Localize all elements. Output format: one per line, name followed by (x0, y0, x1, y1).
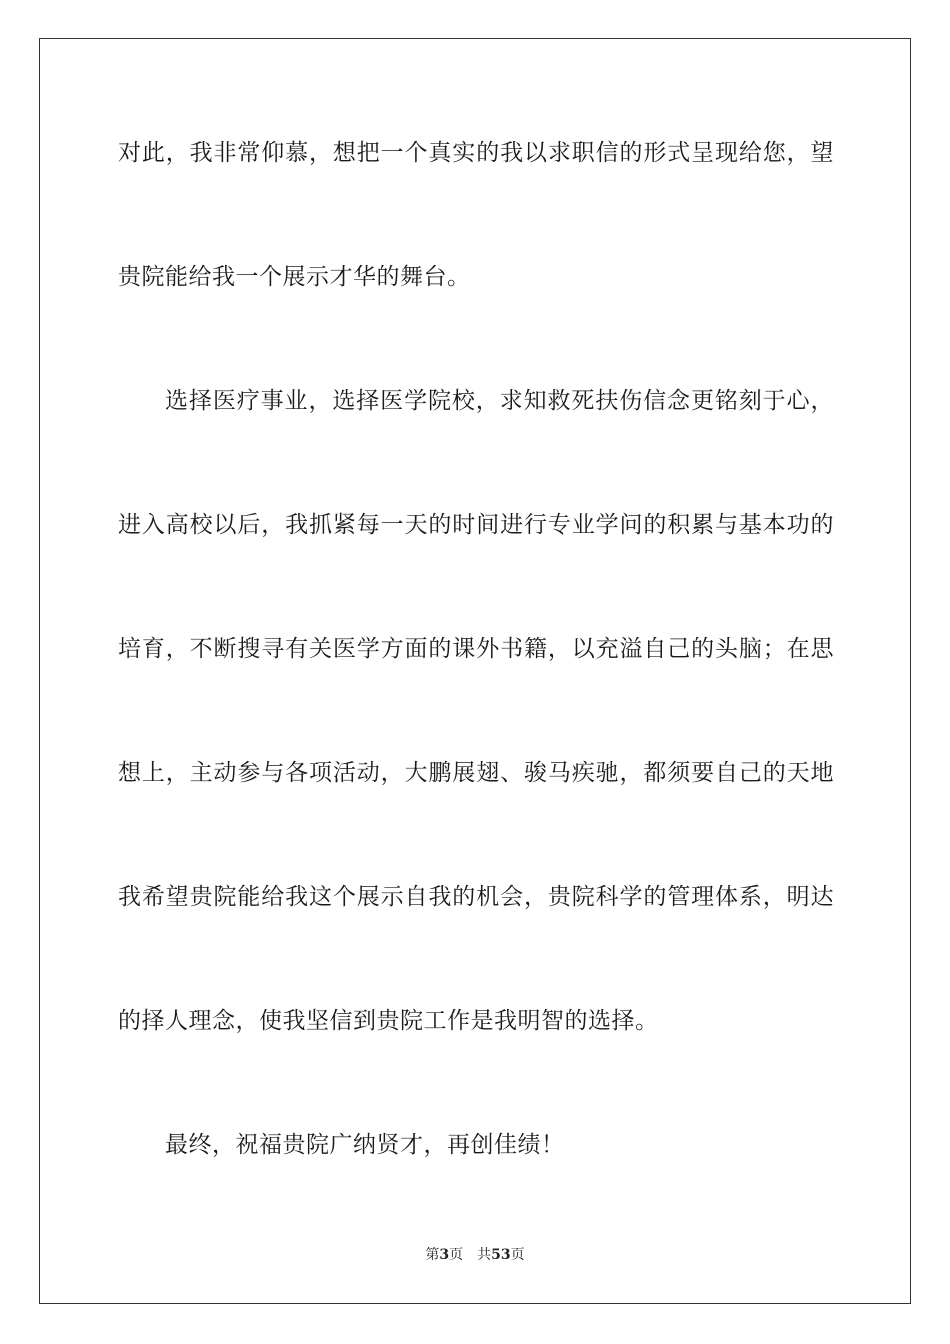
page-footer (0, 1246, 950, 1264)
page-border (39, 38, 911, 1304)
paragraph-line-3: 选择医疗事业，选择医学院校，求知救死扶伤信念更铭刻于心， (165, 388, 834, 414)
footer-total-pages: 53 (491, 1247, 511, 1263)
paragraph-line-8: 的择人理念，使我坚信到贵院工作是我明智的选择。 (118, 1008, 659, 1034)
paragraph-line-5: 培育，不断搜寻有关医学方面的课外书籍，以充溢自己的头脑；在思 (118, 636, 834, 662)
footer-current-page: 3 (439, 1247, 450, 1263)
paragraph-line-7: 我希望贵院能给我这个展示自我的机会，贵院科学的管理体系，明达 (118, 884, 834, 910)
footer-page-suffix: 页 (449, 1247, 464, 1263)
footer-page-prefix: 第 (425, 1247, 440, 1263)
closing-line: 最终，祝福贵院广纳贤才，再创佳绩！ (165, 1132, 565, 1158)
paragraph-line-1: 对此，我非常仰慕，想把一个真实的我以求职信的形式呈现给您，望 (118, 140, 834, 166)
paragraph-line-2: 贵院能给我一个展示才华的舞台。 (118, 264, 471, 290)
footer-total-suffix: 页 (510, 1247, 525, 1263)
footer-total-prefix: 共 (477, 1247, 492, 1263)
paragraph-line-6: 想上，主动参与各项活动，大鹏展翅、骏马疾驰，都须要自己的天地 (118, 760, 834, 786)
paragraph-line-4: 进入高校以后，我抓紧每一天的时间进行专业学问的积累与基本功的 (118, 512, 834, 538)
